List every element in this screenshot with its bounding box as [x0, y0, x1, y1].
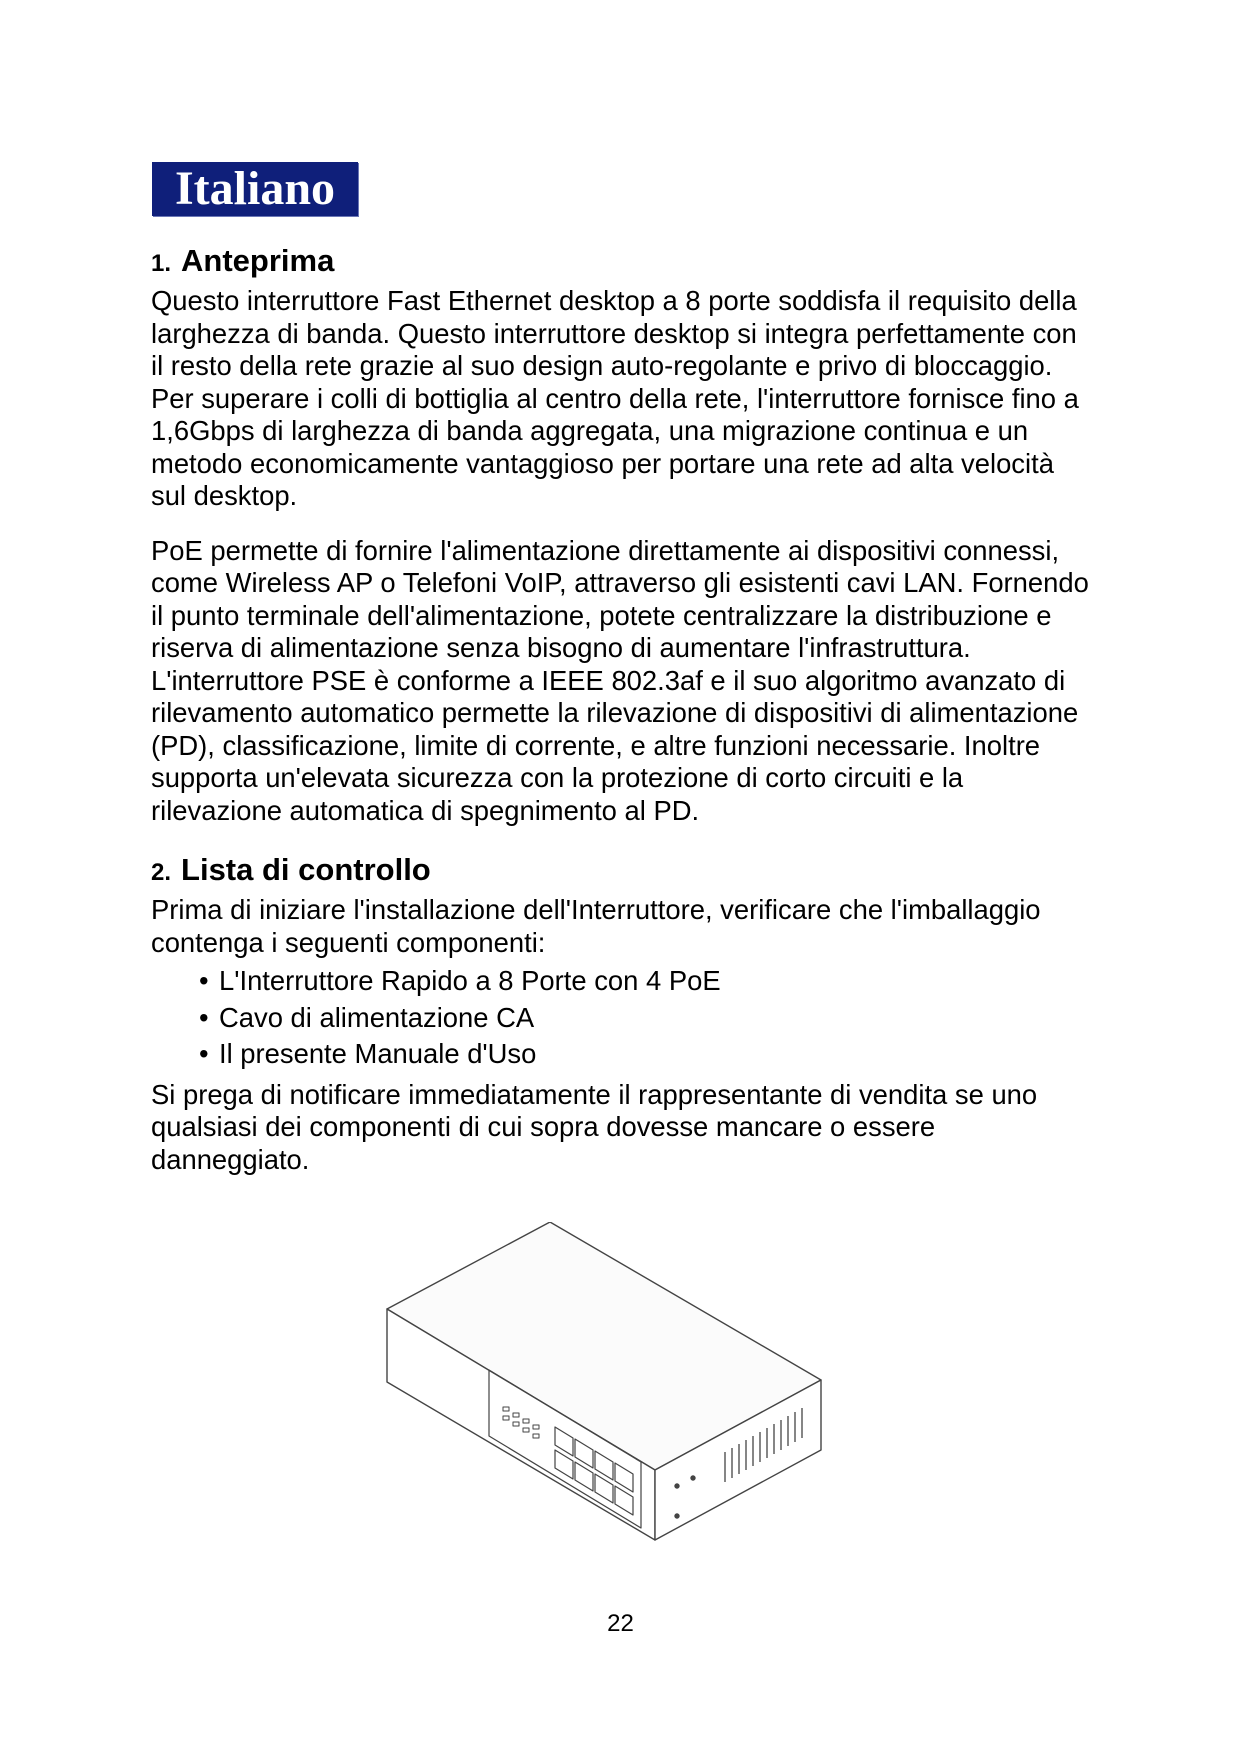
section-1-title: Anteprima: [181, 243, 335, 278]
section-2-outro: Si prega di notificare immediatamente il rappresentante di vendita se uno qualsiasi dei componenti di cui sopra dovesse mancare o essere danneggiato.: [151, 1078, 1038, 1175]
list-item: [199, 1000, 1091, 1037]
list-item-text: Cavo di alimentazione CA: [219, 1001, 535, 1033]
section-2-title: Lista di controllo: [181, 852, 431, 887]
package-contents-list: [151, 963, 1091, 1073]
section-1-number: 1.: [151, 250, 172, 277]
bullet-icon: •: [199, 965, 209, 996]
list-item-text: Il presente Manuale d'Uso: [219, 1038, 537, 1069]
page-number: 22: [607, 1610, 634, 1637]
bullet-icon: •: [199, 1001, 209, 1033]
section-2-number: 2.: [151, 859, 172, 886]
section-2-intro: Prima di iniziare l'installazione dell'Interruttore, verificare che l'imballaggio contenga i seguenti componenti:: [151, 894, 1041, 958]
bullet-icon: •: [199, 1038, 209, 1069]
section-1-paragraph-2: PoE permette di fornire l'alimentazione direttamente ai dispositivi connessi, come Wireless AP o Telefoni VoIP, attraverso gli esistenti cavi LAN. Fornendo il punto terminale dell'alimentazione, potete centralizzare la distribuzione e riserva di alimentazione senza bisogno di aumentare l'infrastruttura. L'interruttore PSE è conforme a IEEE 802.3af e il suo algoritmo avanzato di rilevamento automatico permette la rilevazione di dispositivi di alimentazione (PD), classificazione, limite di corrente, e altre funzioni necessarie. Inoltre supporta un'elevata sicurezza con la protezione di corto circuiti e la rilevazione automatica di spegnimento al PD.: [151, 534, 1089, 826]
list-item-text: L'Interruttore Rapido a 8 Porte con 4 PoE: [219, 965, 721, 996]
section-1-paragraph-1: Questo interruttore Fast Ethernet desktop a 8 porte soddisfa il requisito della larghezza di banda. Questo interruttore desktop si integra perfettamente con il resto della rete grazie al suo design auto-regolante e privo di bloccaggio. Per superare i colli di bottiglia al centro della rete, l'interruttore fornisce fino a 1,6Gbps di larghezza di banda aggregata, una migrazione continua e un metodo economicamente vantaggioso per portare una rete ad alta velocità sul desktop.: [151, 285, 1079, 511]
document-body: [151, 240, 1091, 1176]
switch-illustration: [385, 1222, 835, 1542]
switch-drawing-icon: [385, 1222, 835, 1542]
language-badge: Italiano: [152, 162, 358, 216]
list-item: [199, 963, 1091, 1000]
section-1-heading: [151, 240, 1091, 285]
section-2-heading: [151, 849, 1091, 894]
list-item: [199, 1036, 1091, 1073]
